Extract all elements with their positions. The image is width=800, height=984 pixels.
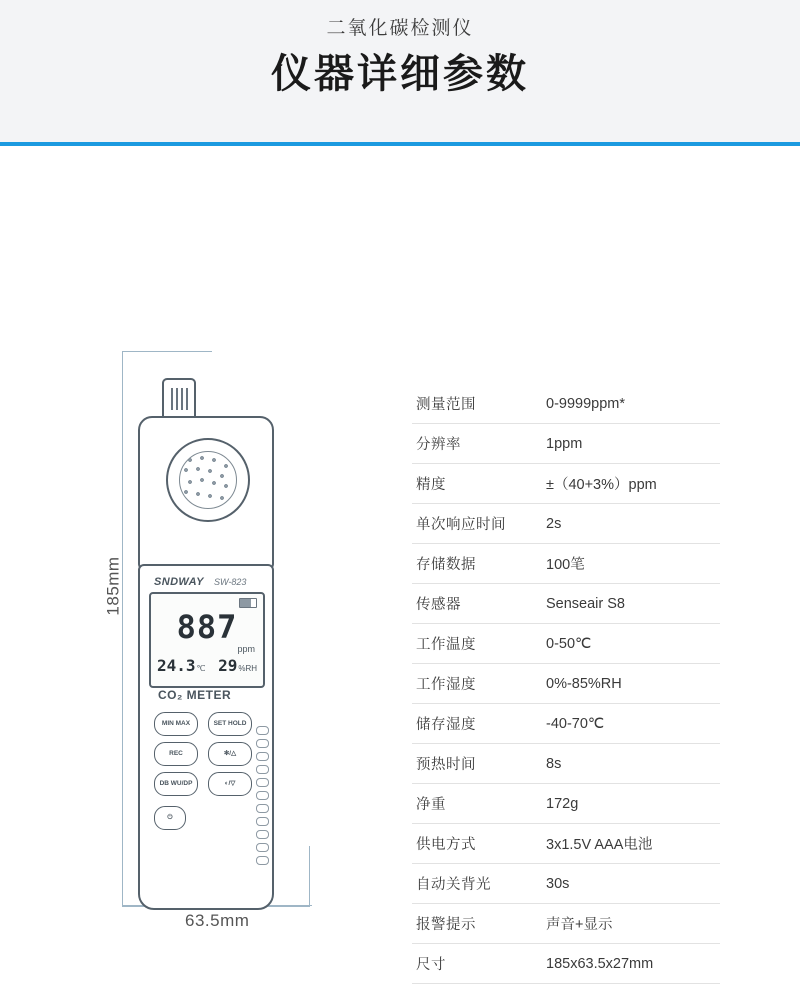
page-header (0, 0, 800, 146)
side-grip-ridges (256, 726, 268, 866)
height-dimension-label: 185mm (103, 556, 123, 616)
lcd-screen (149, 592, 265, 688)
co2-reading: 887 (176, 608, 238, 646)
table-row (412, 904, 720, 944)
ppm-unit-label: ppm (237, 644, 255, 654)
spec-key: 自动关背光 (416, 877, 491, 893)
spec-key: 存储数据 (416, 557, 476, 573)
spec-key: 预热时间 (416, 757, 476, 773)
spec-key: 工作湿度 (416, 677, 476, 693)
sensor-mesh (179, 451, 237, 509)
spec-value: 30s (546, 875, 570, 892)
spec-value: 0%-85%RH (546, 675, 622, 692)
header-subtitle: 二氧化碳检测仪 (326, 18, 474, 39)
width-dimension-label: 63.5mm (185, 911, 250, 930)
power-button[interactable]: ⏻ (154, 806, 186, 830)
spec-key: 精度 (416, 477, 446, 493)
spec-key: 传感器 (416, 597, 461, 613)
table-row (412, 704, 720, 744)
device-illustration (0, 146, 400, 930)
spec-value: 声音+显示 (546, 917, 613, 933)
spec-value: 8s (546, 755, 562, 772)
spec-value: 172g (546, 795, 579, 812)
spec-key: 尺寸 (416, 957, 446, 973)
spec-key: 净重 (416, 797, 446, 813)
table-row (412, 784, 720, 824)
table-row (412, 824, 720, 864)
dimension-tick-right (309, 846, 310, 906)
spec-key: 报警提示 (416, 917, 476, 933)
table-row (412, 424, 720, 464)
spec-key: 分辨率 (416, 437, 461, 453)
temperature-unit: ℃ (196, 664, 206, 673)
dimension-tick-top (122, 351, 212, 352)
model-number: SW-823 (214, 577, 247, 587)
height-dimension-line (122, 351, 123, 906)
table-row (412, 664, 720, 704)
spec-key: 供电方式 (416, 837, 476, 853)
table-row (412, 864, 720, 904)
spec-key: 测量范围 (416, 397, 476, 413)
main-content (0, 146, 800, 973)
spec-value: 3x1.5V AAA电池 (546, 837, 653, 853)
spec-value: 0-9999ppm* (546, 395, 625, 412)
table-row (412, 584, 720, 624)
spec-key: 储存湿度 (416, 717, 476, 733)
spec-value: 185x63.5x27mm (546, 955, 654, 972)
spec-value: 2s (546, 515, 562, 532)
table-row (412, 944, 720, 984)
min-max-button[interactable]: MIN MAX (154, 712, 198, 736)
device-head (138, 416, 274, 570)
humidity-reading-group (218, 656, 257, 676)
specification-table (412, 384, 720, 984)
co2-meter-device (138, 378, 306, 906)
table-row (412, 744, 720, 784)
spec-key: 工作温度 (416, 637, 476, 653)
table-row (412, 624, 720, 664)
spec-value: 1ppm (546, 435, 583, 452)
backlight-up-button[interactable]: ✻/△ (208, 742, 252, 766)
spec-value: ±（40+3%）ppm (546, 477, 657, 493)
db-wudp-button[interactable]: DB WU/DP (154, 772, 198, 796)
contrast-down-button[interactable]: ◐/▽ (208, 772, 252, 796)
co2-meter-label: CO₂ METER (158, 688, 232, 702)
spec-key: 单次响应时间 (416, 517, 506, 533)
secondary-readings (157, 656, 257, 676)
battery-icon (239, 598, 257, 608)
humidity-value: 29 (218, 656, 238, 675)
set-hold-button[interactable]: SET HOLD (208, 712, 252, 736)
temperature-value: 24.3 (157, 656, 196, 675)
temperature-reading-group (157, 656, 206, 676)
sensor-grille-icon (166, 438, 250, 522)
page-title: 仪器详细参数 (271, 52, 529, 96)
brand-logo: SNDWAY (154, 576, 204, 588)
probe-vent-lines (170, 388, 188, 410)
table-row (412, 504, 720, 544)
spec-value: 100笔 (546, 557, 585, 573)
spec-value: 0-50℃ (546, 635, 592, 652)
specification-table-body (412, 384, 720, 984)
table-row (412, 384, 720, 424)
spec-value: Senseair S8 (546, 595, 625, 612)
rec-button[interactable]: REC (154, 742, 198, 766)
table-row (412, 544, 720, 584)
humidity-unit: %RH (238, 664, 257, 673)
device-body (138, 564, 274, 910)
spec-value: -40-70℃ (546, 715, 605, 732)
table-row (412, 464, 720, 504)
